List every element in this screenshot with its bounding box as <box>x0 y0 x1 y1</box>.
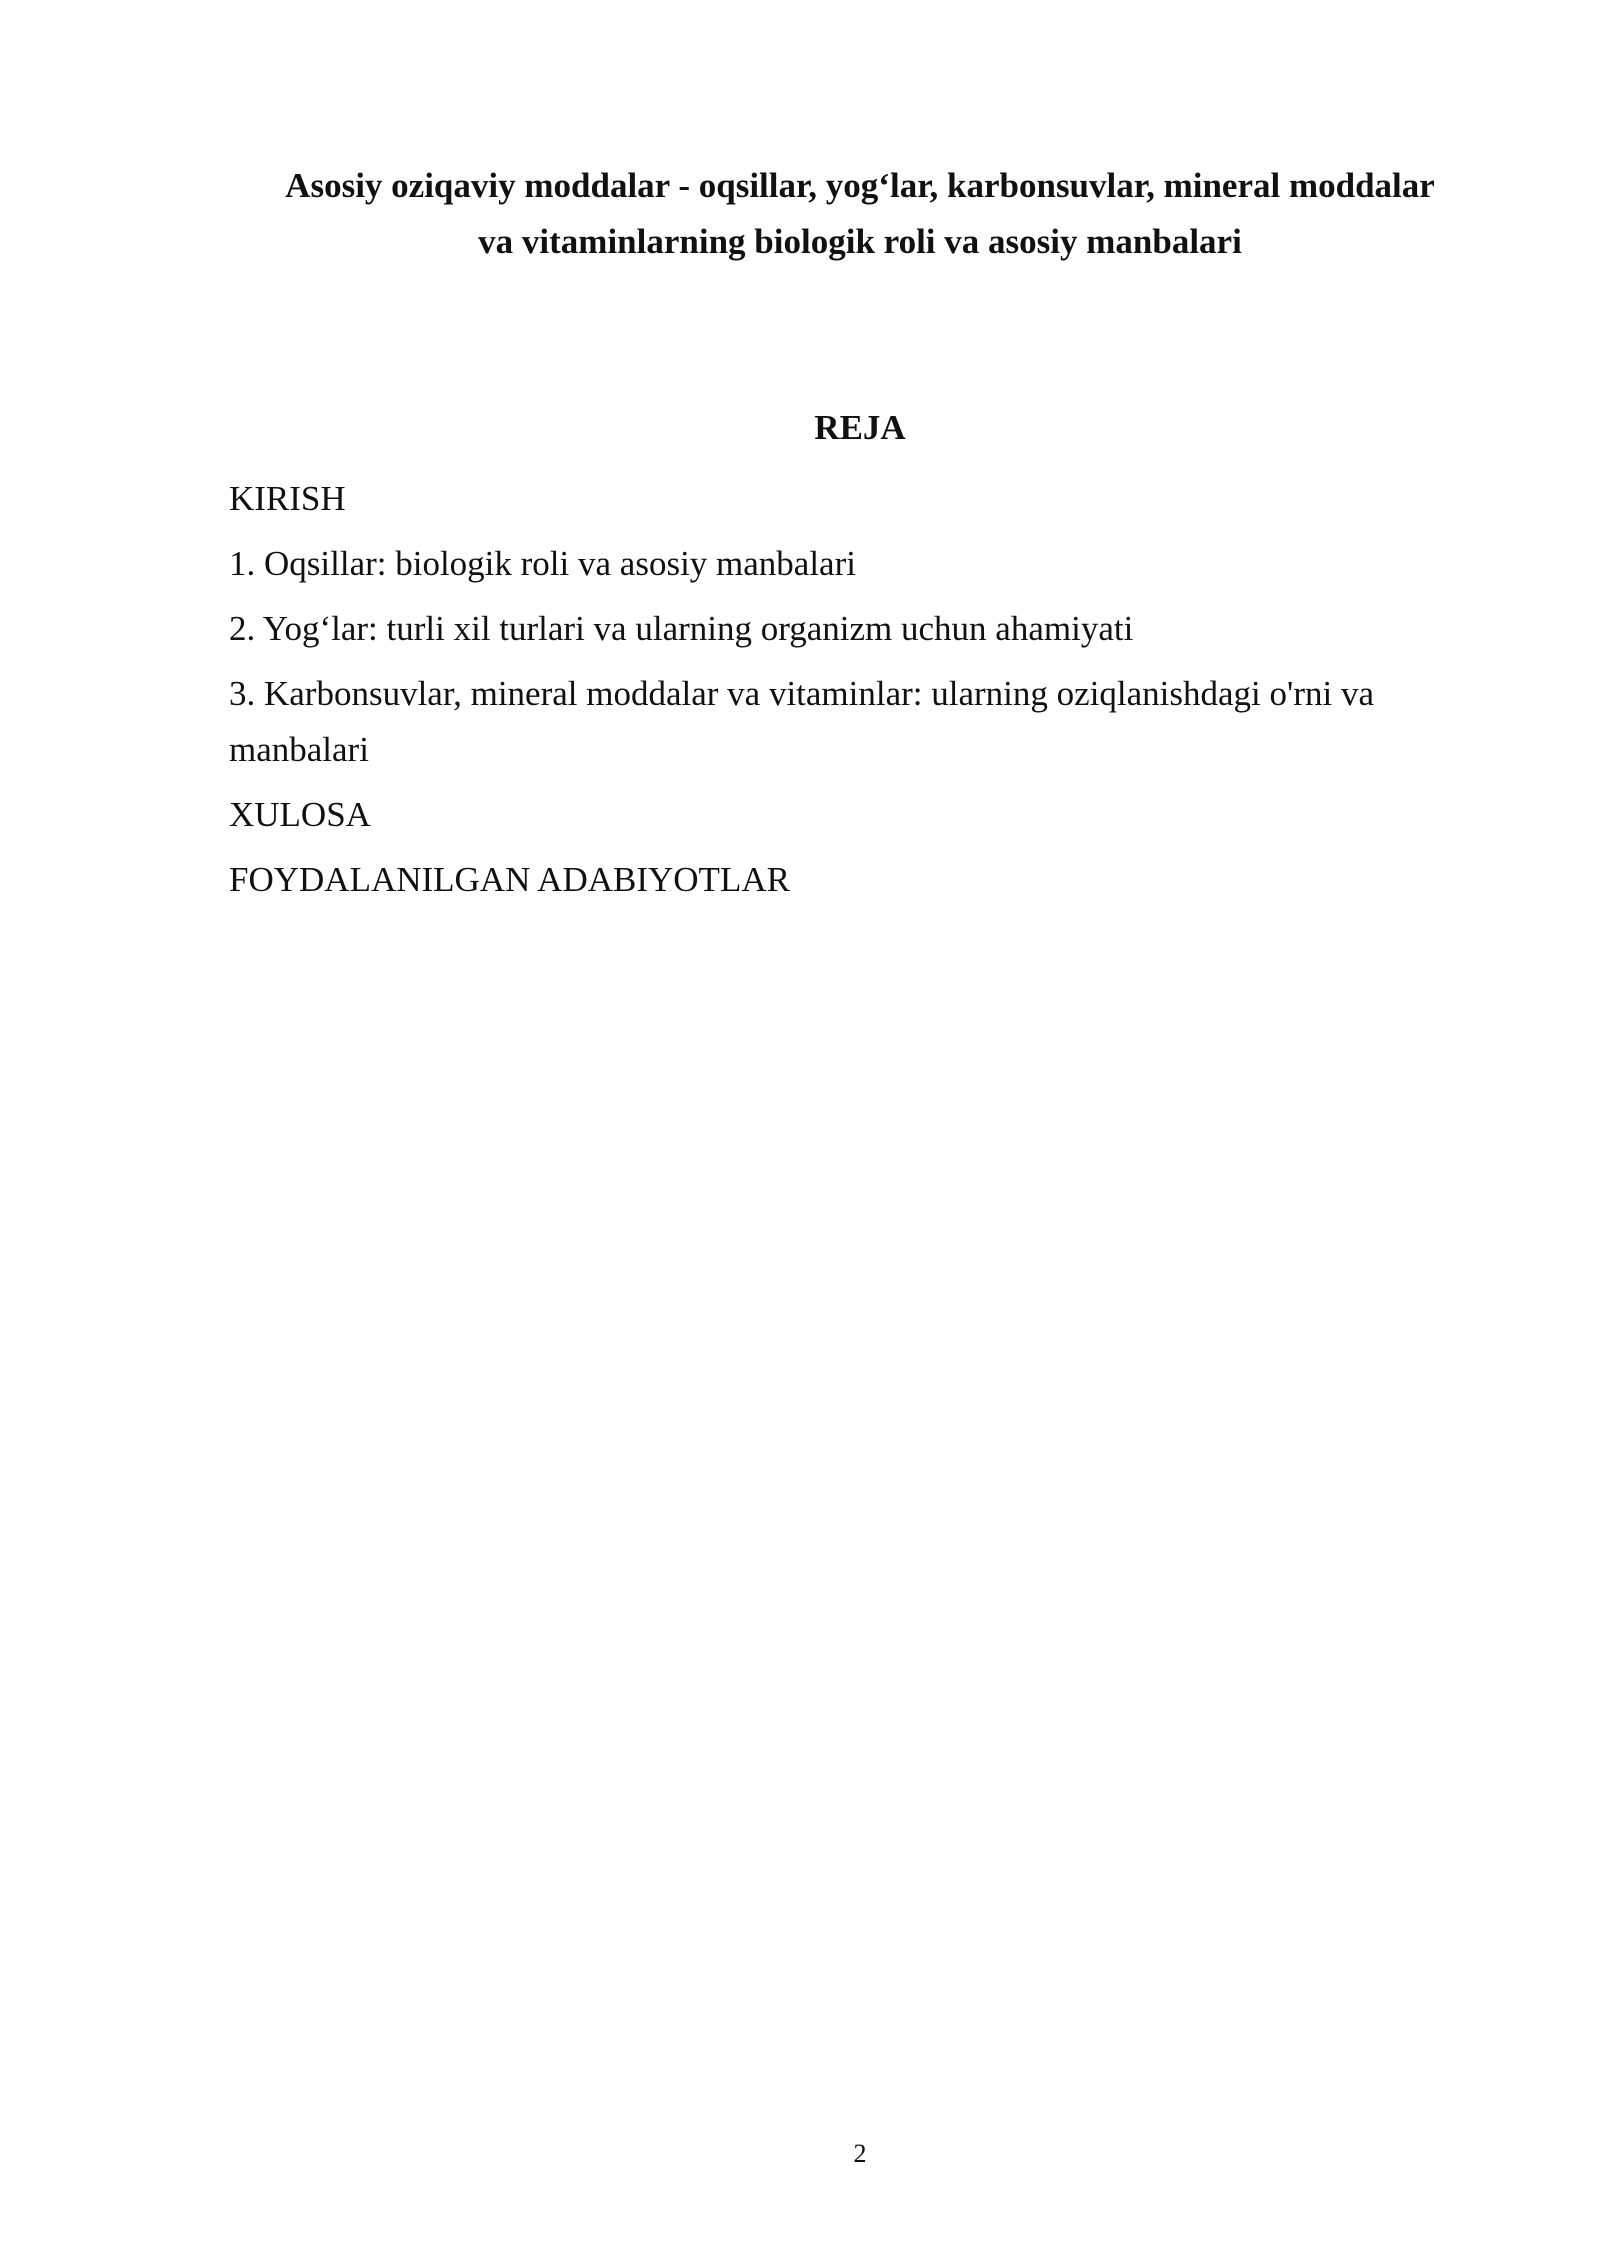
plan-heading: REJA <box>814 408 906 447</box>
plan-item-carbohydrates-minerals-vitamins: 3. Karbonsuvlar, mineral moddalar va vitaminlar: ularning oziqlanishdagi o'rni va manbalari <box>229 674 1375 769</box>
page-number: 2 <box>853 2139 867 2168</box>
plan-item-introduction: KIRISH <box>229 479 346 518</box>
plan-item-fats: 2. Yog‘lar: turli xil turlari va ularning organizm uchun ahamiyati <box>229 609 1134 648</box>
plan-list <box>229 471 1500 917</box>
document-title-line-2: va vitaminlarning biologik roli va asosiy manbalari <box>478 222 1242 261</box>
plan-item-references: FOYDALANILGAN ADABIYOTLAR <box>229 860 790 899</box>
plan-item-proteins: 1. Oqsillar: biologik roli va asosiy manbalari <box>229 544 856 583</box>
plan-item-conclusion: XULOSA <box>229 795 371 834</box>
document-title <box>220 158 1500 270</box>
document-title-line-1: Asosiy oziqaviy moddalar - oqsillar, yog‘lar, karbonsuvlar, mineral moddalar <box>285 166 1435 205</box>
